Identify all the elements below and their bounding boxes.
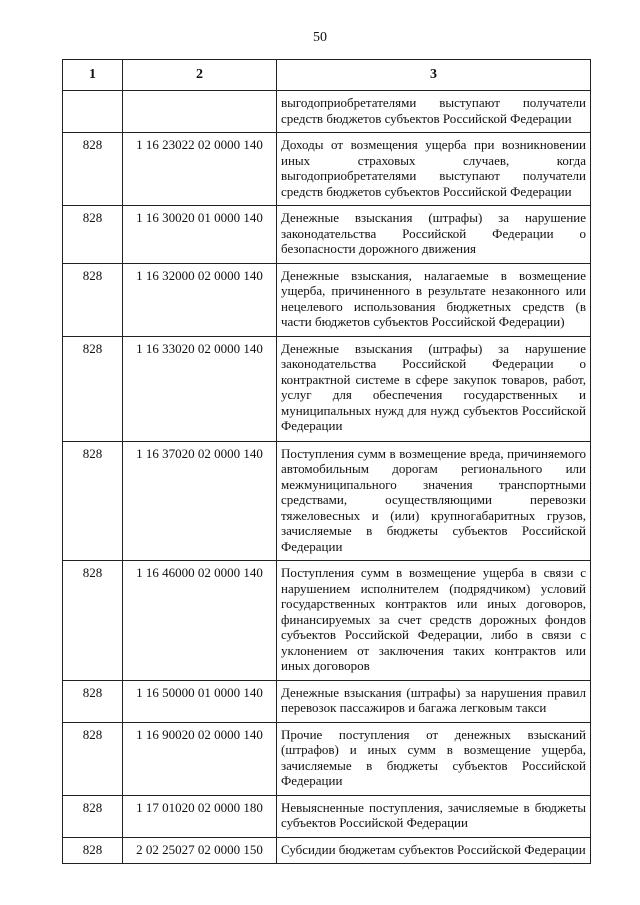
budget-code-cell: 1 16 30020 01 0000 140 (123, 206, 277, 264)
admin-code-cell: 828 (63, 680, 123, 722)
table-row (63, 837, 591, 864)
budget-code-cell: 1 16 90020 02 0000 140 (123, 722, 277, 795)
budget-code-cell: 1 17 01020 02 0000 180 (123, 795, 277, 837)
admin-code-cell (63, 91, 123, 133)
budget-code-cell: 1 16 46000 02 0000 140 (123, 561, 277, 681)
budget-code-cell: 1 16 23022 02 0000 140 (123, 133, 277, 206)
table-row (63, 206, 591, 264)
budget-code-cell: 1 16 32000 02 0000 140 (123, 263, 277, 336)
page-number: 50 (313, 30, 327, 45)
admin-code-cell: 828 (63, 133, 123, 206)
budget-code-cell: 1 16 37020 02 0000 140 (123, 441, 277, 561)
description-cell: Денежные взыскания (штрафы) за нарушение законодательства Российской Федерации о контрактной системе в сфере закупок товаров, работ, услуг для обеспечения государственных и муниципальных нужд для нужд субъектов Российской Федерации (277, 336, 591, 441)
column-header-admin: 1 (63, 60, 123, 91)
description-cell: Прочие поступления от денежных взысканий (штрафов) и иных сумм в возмещение ущерба, зачисляемые в бюджеты субъектов Российской Федерации (277, 722, 591, 795)
description-cell: Денежные взыскания (штрафы) за нарушение законодательства Российской Федерации о безопасности дорожного движения (277, 206, 591, 264)
admin-code-cell: 828 (63, 441, 123, 561)
description-cell: Денежные взыскания (штрафы) за нарушения правил перевозок пассажиров и багажа легковым такси (277, 680, 591, 722)
budget-code-cell: 1 16 33020 02 0000 140 (123, 336, 277, 441)
column-header-code: 2 (123, 60, 277, 91)
description-cell: Доходы от возмещения ущерба при возникновении иных страховых случаев, когда выгодоприобретателями выступают получатели средств бюджетов субъектов Российской Федерации (277, 133, 591, 206)
admin-code-cell: 828 (63, 795, 123, 837)
budget-code-cell (123, 91, 277, 133)
table-row (63, 133, 591, 206)
description-cell: Поступления сумм в возмещение ущерба в связи с нарушением исполнителем (подрядчиком) условий государственных контрактов или иных договоров, финансируемых за счет средств дорожных фондов субъектов Российской Федерации, либо в связи с уклонением от заключения таких контрактов или иных договоров (277, 561, 591, 681)
column-header-description: 3 (277, 60, 591, 91)
admin-code-cell: 828 (63, 263, 123, 336)
admin-code-cell: 828 (63, 336, 123, 441)
table-row (63, 336, 591, 441)
admin-code-cell: 828 (63, 206, 123, 264)
table-row (63, 680, 591, 722)
description-cell: Субсидии бюджетам субъектов Российской Федерации (277, 837, 591, 864)
admin-code-cell: 828 (63, 561, 123, 681)
table-row (63, 441, 591, 561)
description-cell: Поступления сумм в возмещение вреда, причиняемого автомобильным дорогам регионального или межмуниципального значения транспортными средствами, осуществляющими перевозки тяжеловесных и (или) крупногабаритных грузов, зачисляемые в бюджеты субъектов Российской Федерации (277, 441, 591, 561)
description-cell: выгодоприобретателями выступают получатели средств бюджетов субъектов Российской Федерации (277, 91, 591, 133)
budget-code-cell: 1 16 50000 01 0000 140 (123, 680, 277, 722)
table-row (63, 263, 591, 336)
table-row (63, 722, 591, 795)
admin-code-cell: 828 (63, 722, 123, 795)
description-cell: Денежные взыскания, налагаемые в возмещение ущерба, причиненного в результате незаконного или нецелевого использования бюджетных средств (в части бюджетов субъектов Российской Федерации) (277, 263, 591, 336)
budget-code-cell: 2 02 25027 02 0000 150 (123, 837, 277, 864)
table-header-row (63, 60, 591, 91)
description-cell: Невыясненные поступления, зачисляемые в бюджеты субъектов Российской Федерации (277, 795, 591, 837)
table-row (63, 795, 591, 837)
budget-classification-table (62, 59, 591, 864)
admin-code-cell: 828 (63, 837, 123, 864)
table-row (63, 561, 591, 681)
table-row (63, 91, 591, 133)
